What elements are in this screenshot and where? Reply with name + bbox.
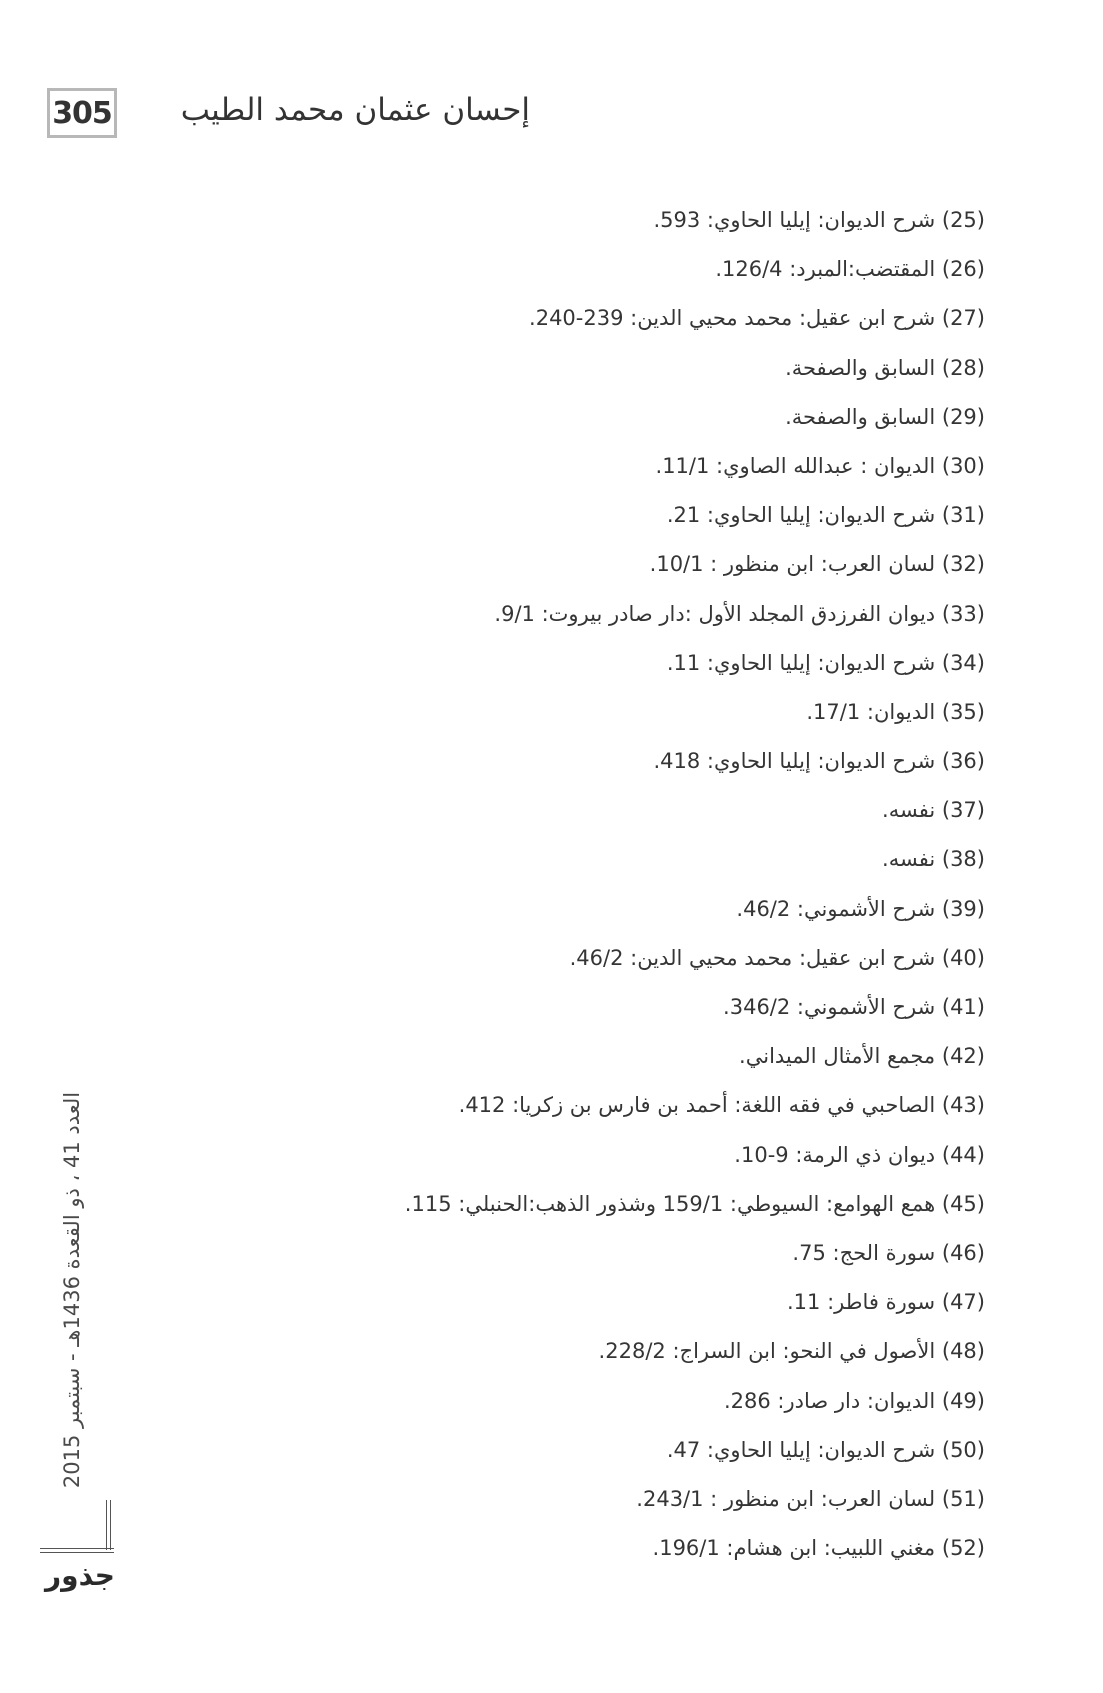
running-header-author: إحسان عثمان محمد الطيب [180,92,530,128]
issue-info-strip [52,1040,92,1540]
endnote-text: نفسه. [882,798,936,823]
endnote-number: (30) [941,453,985,478]
endnote-text: شرح الديوان: إيليا الحاوي: 418. [653,749,936,774]
endnote-text: سورة الحج: 75. [792,1240,936,1265]
endnote-item [225,737,985,786]
endnote-text: شرح الديوان: إيليا الحاوي: 11. [666,650,936,675]
endnote-text: السابق والصفحة. [785,404,936,429]
endnote-number: (27) [941,306,985,331]
endnote-number: (44) [941,1142,985,1167]
endnote-text: الديوان: دار صادر: 286. [723,1388,936,1413]
endnote-text: شرح الأشموني: 46/2. [736,896,936,921]
journal-logo: جذور [45,1559,115,1592]
endnote-text: همع الهوامع: السيوطي: 159/1 وشذور الذهب:الحنبلي: 115. [404,1191,936,1216]
endnote-item [225,934,985,983]
endnote-item [225,1524,985,1573]
endnote-text: الديوان : عبدالله الصاوي: 11/1. [655,453,936,478]
endnote-item [225,344,985,393]
endnote-text: ديوان ذي الرمة: 9-10. [734,1142,936,1167]
endnote-item [225,196,985,245]
issue-info-text: العدد 41 ، ذو القعدة 1436هـ - سبتمبر 2015 [60,1091,84,1489]
endnote-number: (26) [941,257,985,282]
endnote-number: (29) [941,404,985,429]
endnote-item [225,1377,985,1426]
endnote-item [225,590,985,639]
endnote-number: (28) [941,355,985,380]
decorative-rule [40,1552,114,1553]
endnote-text: المقتضب:المبرد: 126/4. [715,257,936,282]
endnote-text: شرح الأشموني: 346/2. [723,995,936,1019]
endnote-item [225,1327,985,1376]
endnote-item [225,442,985,491]
endnote-item [225,1278,985,1327]
endnote-number: (40) [941,945,985,970]
endnote-number: (48) [941,1339,985,1364]
endnote-item [225,1131,985,1180]
endnote-number: (51) [941,1486,985,1511]
endnote-number: (43) [941,1093,985,1118]
endnote-number: (39) [941,896,985,921]
endnote-item [225,491,985,540]
endnote-text: مجمع الأمثال الميداني. [739,1044,936,1069]
endnote-number: (35) [941,699,985,724]
endnote-number: (46) [941,1240,985,1265]
endnote-item [225,540,985,589]
endnote-item [225,1180,985,1229]
endnote-text: مغني اللبيب: ابن هشام: 196/1. [652,1536,936,1561]
endnote-text: نفسه. [882,847,936,872]
endnote-text: الصاحبي في فقه اللغة: أحمد بن فارس بن زكريا: 412. [458,1093,936,1118]
endnote-item [225,885,985,934]
endnote-text: لسان العرب: ابن منظور : 243/1. [636,1486,936,1511]
endnote-item [225,1475,985,1524]
endnote-number: (42) [941,1044,985,1069]
endnote-number: (32) [941,552,985,577]
endnote-number: (31) [941,503,985,528]
page-number: 305 [47,88,117,138]
endnote-number: (41) [941,995,985,1019]
decorative-rule [40,1548,114,1549]
endnote-number: (47) [941,1290,985,1315]
endnote-item [225,639,985,688]
endnote-number: (36) [941,749,985,774]
decorative-rule [110,1500,111,1550]
endnote-text: شرح ابن عقيل: محمد محيي الدين: 46/2. [569,945,936,970]
endnote-number: (49) [941,1388,985,1413]
endnote-item [225,835,985,884]
endnote-item [225,1229,985,1278]
endnote-item [225,1032,985,1081]
endnote-text: الديوان: 17/1. [806,699,936,724]
endnote-number: (34) [941,650,985,675]
endnote-item [225,393,985,442]
endnote-text: شرح الديوان: إيليا الحاوي: 21. [666,503,936,528]
endnote-text: ديوان الفرزدق المجلد الأول :دار صادر بيروت: 9/1. [494,601,936,626]
endnote-item [225,688,985,737]
endnote-item [225,1426,985,1475]
decorative-rule [106,1500,107,1550]
endnote-number: (25) [941,208,985,232]
endnote-item [225,294,985,343]
endnote-text: الأصول في النحو: ابن السراج: 228/2. [598,1339,936,1364]
endnote-text: لسان العرب: ابن منظور : 10/1. [649,552,936,577]
endnote-text: شرح ابن عقيل: محمد محيي الدين: 239-240. [529,306,936,331]
endnote-number: (33) [941,601,985,626]
endnotes-list [225,196,985,1573]
endnote-number: (45) [941,1191,985,1216]
endnote-text: السابق والصفحة. [785,355,936,380]
endnote-text: سورة فاطر: 11. [786,1290,936,1315]
endnote-item [225,245,985,294]
endnote-item [225,983,985,1032]
endnote-number: (38) [941,847,985,872]
endnote-number: (37) [941,798,985,823]
endnote-text: شرح الديوان: إيليا الحاوي: 593. [653,208,936,232]
endnote-number: (52) [941,1536,985,1561]
endnote-item [225,1081,985,1130]
endnote-item [225,786,985,835]
endnote-number: (50) [941,1437,985,1462]
endnote-text: شرح الديوان: إيليا الحاوي: 47. [666,1437,936,1462]
